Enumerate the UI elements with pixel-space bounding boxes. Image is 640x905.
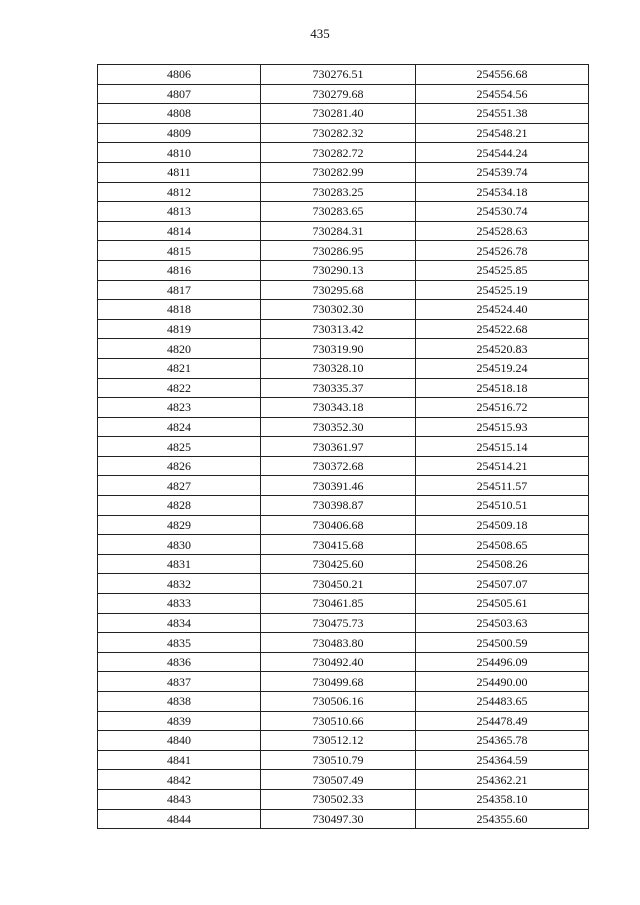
y-coordinate-cell: 254554.56 (416, 84, 589, 104)
table-row (98, 535, 589, 555)
x-coordinate-cell: 730343.18 (261, 398, 416, 418)
table-row (98, 574, 589, 594)
table-row (98, 692, 589, 712)
y-coordinate-cell: 254503.63 (416, 613, 589, 633)
y-coordinate-cell: 254505.61 (416, 594, 589, 614)
table-row (98, 437, 589, 457)
point-number-cell: 4812 (98, 182, 261, 202)
point-number-cell: 4825 (98, 437, 261, 457)
point-number-cell: 4827 (98, 476, 261, 496)
point-number-cell: 4844 (98, 809, 261, 829)
point-number-cell: 4826 (98, 456, 261, 476)
point-number-cell: 4840 (98, 731, 261, 751)
point-number-cell: 4841 (98, 750, 261, 770)
point-number-cell: 4810 (98, 143, 261, 163)
table-row (98, 143, 589, 163)
x-coordinate-cell: 730398.87 (261, 496, 416, 516)
point-number-cell: 4836 (98, 652, 261, 672)
point-number-cell: 4834 (98, 613, 261, 633)
table-row (98, 162, 589, 182)
point-number-cell: 4819 (98, 319, 261, 339)
table-row (98, 241, 589, 261)
point-number-cell: 4809 (98, 123, 261, 143)
x-coordinate-cell: 730283.25 (261, 182, 416, 202)
y-coordinate-cell: 254524.40 (416, 300, 589, 320)
point-number-cell: 4839 (98, 711, 261, 731)
table-row (98, 202, 589, 222)
table-row (98, 358, 589, 378)
table-row (98, 398, 589, 418)
point-number-cell: 4821 (98, 358, 261, 378)
y-coordinate-cell: 254365.78 (416, 731, 589, 751)
x-coordinate-cell: 730352.30 (261, 417, 416, 437)
point-number-cell: 4824 (98, 417, 261, 437)
x-coordinate-cell: 730507.49 (261, 770, 416, 790)
table-row (98, 652, 589, 672)
point-number-cell: 4830 (98, 535, 261, 555)
table-row (98, 260, 589, 280)
table-row (98, 221, 589, 241)
y-coordinate-cell: 254520.83 (416, 339, 589, 359)
y-coordinate-cell: 254510.51 (416, 496, 589, 516)
point-number-cell: 4835 (98, 633, 261, 653)
y-coordinate-cell: 254496.09 (416, 652, 589, 672)
table-row (98, 280, 589, 300)
x-coordinate-cell: 730502.33 (261, 789, 416, 809)
table-row (98, 339, 589, 359)
point-number-cell: 4823 (98, 398, 261, 418)
table-row (98, 182, 589, 202)
point-number-cell: 4832 (98, 574, 261, 594)
point-number-cell: 4828 (98, 496, 261, 516)
x-coordinate-cell: 730506.16 (261, 692, 416, 712)
point-number-cell: 4816 (98, 260, 261, 280)
x-coordinate-cell: 730295.68 (261, 280, 416, 300)
table-row (98, 789, 589, 809)
point-number-cell: 4829 (98, 515, 261, 535)
y-coordinate-cell: 254364.59 (416, 750, 589, 770)
x-coordinate-cell: 730492.40 (261, 652, 416, 672)
table-row (98, 104, 589, 124)
y-coordinate-cell: 254483.65 (416, 692, 589, 712)
y-coordinate-cell: 254507.07 (416, 574, 589, 594)
x-coordinate-cell: 730313.42 (261, 319, 416, 339)
x-coordinate-cell: 730483.80 (261, 633, 416, 653)
x-coordinate-cell: 730499.68 (261, 672, 416, 692)
y-coordinate-cell: 254358.10 (416, 789, 589, 809)
x-coordinate-cell: 730415.68 (261, 535, 416, 555)
y-coordinate-cell: 254509.18 (416, 515, 589, 535)
x-coordinate-cell: 730276.51 (261, 65, 416, 85)
x-coordinate-cell: 730282.72 (261, 143, 416, 163)
x-coordinate-cell: 730290.13 (261, 260, 416, 280)
y-coordinate-cell: 254525.85 (416, 260, 589, 280)
y-coordinate-cell: 254526.78 (416, 241, 589, 261)
y-coordinate-cell: 254530.74 (416, 202, 589, 222)
table-row (98, 809, 589, 829)
x-coordinate-cell: 730510.79 (261, 750, 416, 770)
table-row (98, 633, 589, 653)
y-coordinate-cell: 254518.18 (416, 378, 589, 398)
x-coordinate-cell: 730281.40 (261, 104, 416, 124)
y-coordinate-cell: 254508.65 (416, 535, 589, 555)
table-row (98, 711, 589, 731)
point-number-cell: 4808 (98, 104, 261, 124)
point-number-cell: 4807 (98, 84, 261, 104)
table-row (98, 65, 589, 85)
point-number-cell: 4806 (98, 65, 261, 85)
x-coordinate-cell: 730284.31 (261, 221, 416, 241)
point-number-cell: 4818 (98, 300, 261, 320)
table-row (98, 750, 589, 770)
y-coordinate-cell: 254355.60 (416, 809, 589, 829)
x-coordinate-cell: 730335.37 (261, 378, 416, 398)
x-coordinate-cell: 730461.85 (261, 594, 416, 614)
point-number-cell: 4815 (98, 241, 261, 261)
table-row (98, 515, 589, 535)
y-coordinate-cell: 254515.93 (416, 417, 589, 437)
y-coordinate-cell: 254511.57 (416, 476, 589, 496)
x-coordinate-cell: 730510.66 (261, 711, 416, 731)
table-row (98, 378, 589, 398)
point-number-cell: 4811 (98, 162, 261, 182)
y-coordinate-cell: 254514.21 (416, 456, 589, 476)
y-coordinate-cell: 254500.59 (416, 633, 589, 653)
table-row (98, 84, 589, 104)
table-row (98, 594, 589, 614)
point-number-cell: 4817 (98, 280, 261, 300)
x-coordinate-cell: 730282.99 (261, 162, 416, 182)
y-coordinate-cell: 254522.68 (416, 319, 589, 339)
y-coordinate-cell: 254490.00 (416, 672, 589, 692)
point-number-cell: 4813 (98, 202, 261, 222)
x-coordinate-cell: 730512.12 (261, 731, 416, 751)
table-row (98, 613, 589, 633)
y-coordinate-cell: 254534.18 (416, 182, 589, 202)
y-coordinate-cell: 254539.74 (416, 162, 589, 182)
y-coordinate-cell: 254362.21 (416, 770, 589, 790)
x-coordinate-cell: 730282.32 (261, 123, 416, 143)
coordinates-table (97, 64, 589, 829)
table-row (98, 496, 589, 516)
point-number-cell: 4843 (98, 789, 261, 809)
table-row (98, 476, 589, 496)
y-coordinate-cell: 254478.49 (416, 711, 589, 731)
x-coordinate-cell: 730425.60 (261, 554, 416, 574)
x-coordinate-cell: 730319.90 (261, 339, 416, 359)
y-coordinate-cell: 254528.63 (416, 221, 589, 241)
x-coordinate-cell: 730372.68 (261, 456, 416, 476)
y-coordinate-cell: 254516.72 (416, 398, 589, 418)
x-coordinate-cell: 730279.68 (261, 84, 416, 104)
table-row (98, 456, 589, 476)
y-coordinate-cell: 254519.24 (416, 358, 589, 378)
table-row (98, 123, 589, 143)
table-row (98, 731, 589, 751)
table-row (98, 770, 589, 790)
y-coordinate-cell: 254548.21 (416, 123, 589, 143)
y-coordinate-cell: 254525.19 (416, 280, 589, 300)
x-coordinate-cell: 730302.30 (261, 300, 416, 320)
y-coordinate-cell: 254508.26 (416, 554, 589, 574)
y-coordinate-cell: 254515.14 (416, 437, 589, 457)
coordinates-table-body (98, 65, 589, 829)
x-coordinate-cell: 730283.65 (261, 202, 416, 222)
point-number-cell: 4842 (98, 770, 261, 790)
x-coordinate-cell: 730361.97 (261, 437, 416, 457)
table-row (98, 319, 589, 339)
page-number: 435 (310, 26, 330, 41)
y-coordinate-cell: 254544.24 (416, 143, 589, 163)
y-coordinate-cell: 254556.68 (416, 65, 589, 85)
x-coordinate-cell: 730450.21 (261, 574, 416, 594)
point-number-cell: 4822 (98, 378, 261, 398)
point-number-cell: 4838 (98, 692, 261, 712)
table-row (98, 417, 589, 437)
table-row (98, 300, 589, 320)
x-coordinate-cell: 730286.95 (261, 241, 416, 261)
point-number-cell: 4837 (98, 672, 261, 692)
table-row (98, 554, 589, 574)
point-number-cell: 4814 (98, 221, 261, 241)
point-number-cell: 4831 (98, 554, 261, 574)
y-coordinate-cell: 254551.38 (416, 104, 589, 124)
x-coordinate-cell: 730328.10 (261, 358, 416, 378)
point-number-cell: 4833 (98, 594, 261, 614)
point-number-cell: 4820 (98, 339, 261, 359)
x-coordinate-cell: 730391.46 (261, 476, 416, 496)
x-coordinate-cell: 730497.30 (261, 809, 416, 829)
table-row (98, 672, 589, 692)
x-coordinate-cell: 730406.68 (261, 515, 416, 535)
x-coordinate-cell: 730475.73 (261, 613, 416, 633)
